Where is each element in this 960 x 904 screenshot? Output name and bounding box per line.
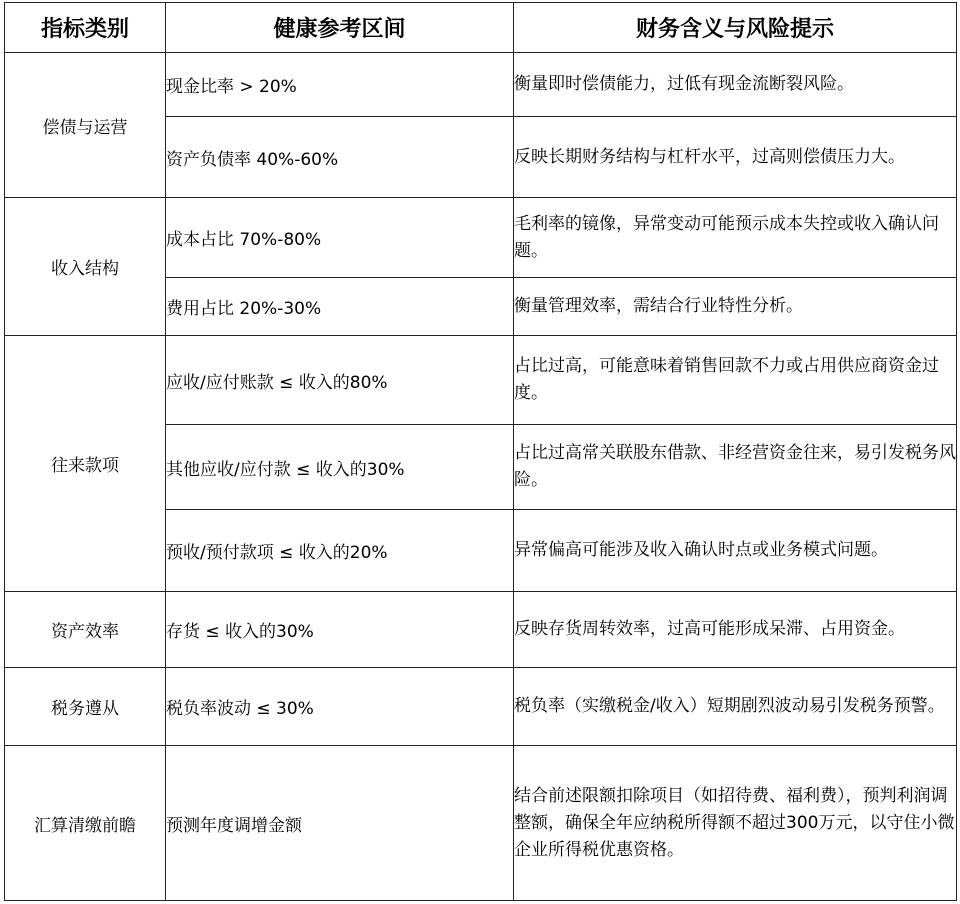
range-cell: 资产负债率 40%-60% xyxy=(166,117,514,198)
range-cell: 存货 ≤ 收入的30% xyxy=(166,592,514,668)
header-meaning: 财务含义与风险提示 xyxy=(514,3,957,53)
range-cell: 费用占比 20%-30% xyxy=(166,278,514,336)
table-row xyxy=(5,746,957,901)
header-category: 指标类别 xyxy=(5,3,166,53)
meaning-cell: 衡量管理效率，需结合行业特性分析。 xyxy=(514,278,957,336)
meaning-cell: 结合前述限额扣除项目（如招待费、福利费），预判利润调整额，确保全年应纳税所得额不超过300万元，以守住小微企业所得税优惠资格。 xyxy=(514,746,957,901)
table-row xyxy=(5,336,957,425)
category-cell: 偿债与运营 xyxy=(5,53,166,198)
meaning-cell: 异常偏高可能涉及收入确认时点或业务模式问题。 xyxy=(514,510,957,592)
category-cell: 税务遵从 xyxy=(5,668,166,746)
table-row xyxy=(5,53,957,117)
range-cell: 成本占比 70%-80% xyxy=(166,198,514,278)
meaning-cell: 占比过高，可能意味着销售回款不力或占用供应商资金过度。 xyxy=(514,336,957,425)
meaning-cell: 占比过高常关联股东借款、非经营资金往来，易引发税务风险。 xyxy=(514,425,957,510)
table-row xyxy=(5,198,957,278)
header-row xyxy=(5,3,957,53)
category-cell: 资产效率 xyxy=(5,592,166,668)
header-range: 健康参考区间 xyxy=(166,3,514,53)
range-cell: 应收/应付账款 ≤ 收入的80% xyxy=(166,336,514,425)
meaning-cell: 税负率（实缴税金/收入）短期剧烈波动易引发税务预警。 xyxy=(514,668,957,746)
category-cell: 汇算清缴前瞻 xyxy=(5,746,166,901)
range-cell: 现金比率 > 20% xyxy=(166,53,514,117)
table-row xyxy=(5,668,957,746)
meaning-cell: 毛利率的镜像，异常变动可能预示成本失控或收入确认问题。 xyxy=(514,198,957,278)
financial-metrics-table xyxy=(4,2,957,901)
category-cell: 收入结构 xyxy=(5,198,166,336)
meaning-cell: 衡量即时偿债能力，过低有现金流断裂风险。 xyxy=(514,53,957,117)
range-cell: 税负率波动 ≤ 30% xyxy=(166,668,514,746)
range-cell: 预收/预付款项 ≤ 收入的20% xyxy=(166,510,514,592)
range-cell: 其他应收/应付款 ≤ 收入的30% xyxy=(166,425,514,510)
meaning-cell: 反映长期财务结构与杠杆水平，过高则偿债压力大。 xyxy=(514,117,957,198)
range-cell: 预测年度调增金额 xyxy=(166,746,514,901)
category-cell: 往来款项 xyxy=(5,336,166,592)
table-row xyxy=(5,592,957,668)
meaning-cell: 反映存货周转效率，过高可能形成呆滞、占用资金。 xyxy=(514,592,957,668)
